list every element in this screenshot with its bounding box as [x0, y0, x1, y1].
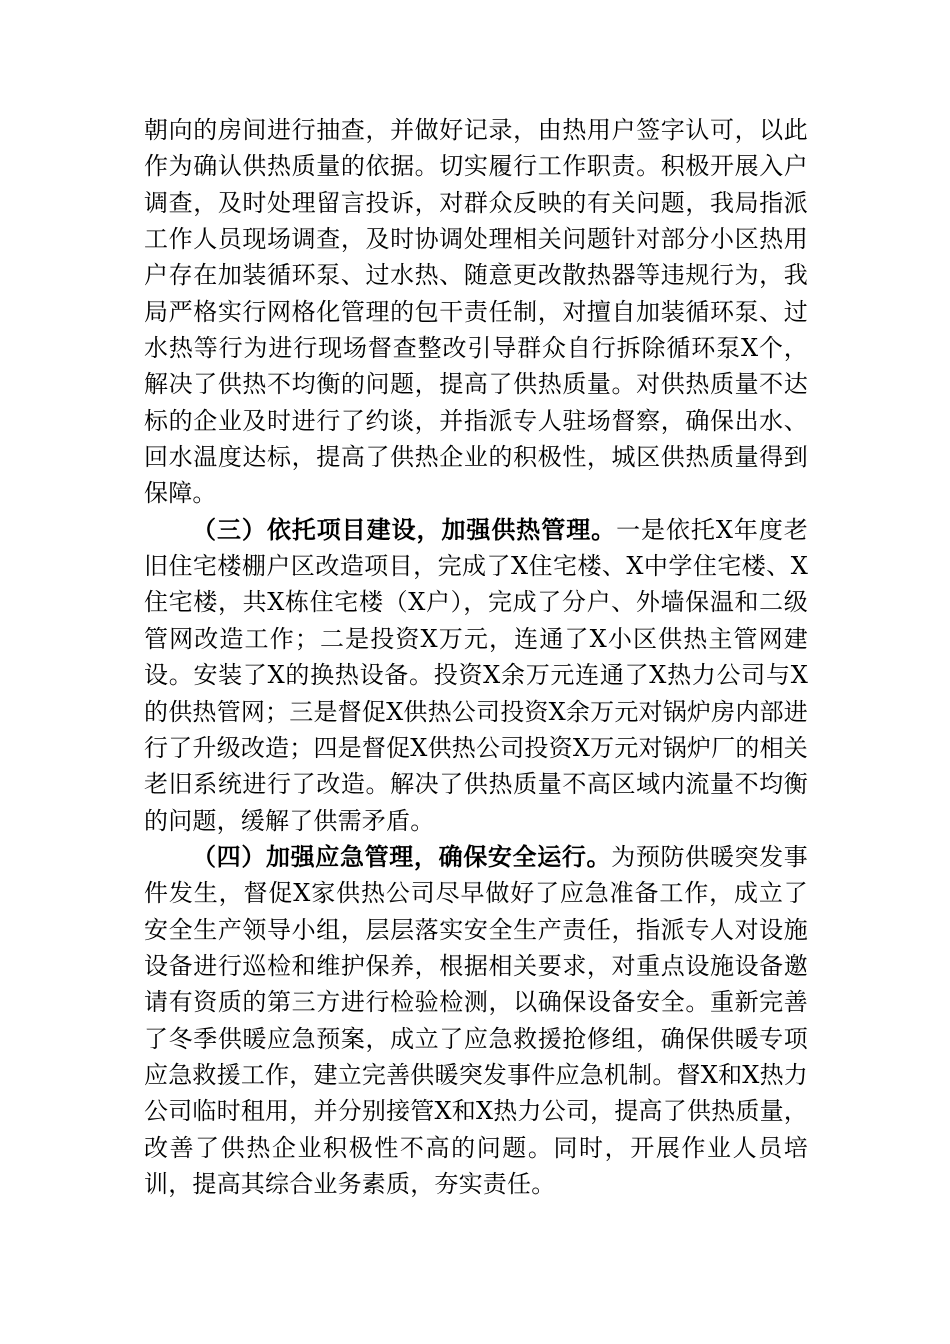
paragraph-1	[144, 112, 808, 512]
paragraph-section-3	[144, 512, 808, 839]
paragraph-section-4	[144, 839, 808, 1202]
section-3-text: 一是依托X年度老旧住宅楼棚户区改造项目，完成了X住宅楼、X中学住宅楼、X住宅楼，共X栋住宅楼（X户），完成了分户、外墙保温和二级管网改造工作；二是投资X万元，连通了X小区供热主管网建设。安装了X的换热设备。投资X余万元连通了X热力公司与X的供热管网；三是督促X供热公司投资X余万元对锅炉房内部进行了升级改造；四是督促X供热公司投资X万元对锅炉厂的相关老旧系统进行了改造。解决了供热质量不高区域内流量不均衡的问题，缓解了供需矛盾。	[144, 515, 809, 835]
section-4-text: 为预防供暖突发事件发生，督促X家供热公司尽早做好了应急准备工作，成立了安全生产领导小组，层层落实安全生产责任，指派专人对设施设备进行巡检和维护保养，根据相关要求，对重点设施设备邀请有资质的第三方进行检验检测，以确保设备安全。重新完善了冬季供暖应急预案，成立了应急救援抢修组，确保供暖专项应急救援工作，建立完善供暖突发事件应急机制。督X和X热力公司临时租用，并分别接管X和X热力公司，提高了供热质量，改善了供热企业积极性不高的问题。同时，开展作业人员培训，提高其综合业务素质，夯实责任。	[144, 842, 808, 1198]
section-4-heading: （四）加强应急管理，确保安全运行。	[192, 841, 612, 871]
paragraph-1-text: 朝向的房间进行抽查，并做好记录，由热用户签字认可，以此作为确认供热质量的依据。切实履行工作职责。积极开展入户调查，及时处理留言投诉，对群众反映的有关问题，我局指派工作人员现场调查，及时协调处理相关问题针对部分小区热用户存在加装循环泵、过水热、随意更改散热器等违规行为，我局严格实行网格化管理的包干责任制，对擅自加装循环泵、过水热等行为进行现场督查整改引导群众自行拆除循环泵X个，解决了供热不均衡的问题，提高了供热质量。对供热质量不达标的企业及时进行了约谈，并指派专人驻场督察，确保出水、回水温度达标，提高了供热企业的积极性，城区供热质量得到保障。	[144, 116, 808, 508]
section-3-heading: （三）依托项目建设，加强供热管理。	[192, 514, 617, 544]
document-body	[144, 112, 808, 1202]
